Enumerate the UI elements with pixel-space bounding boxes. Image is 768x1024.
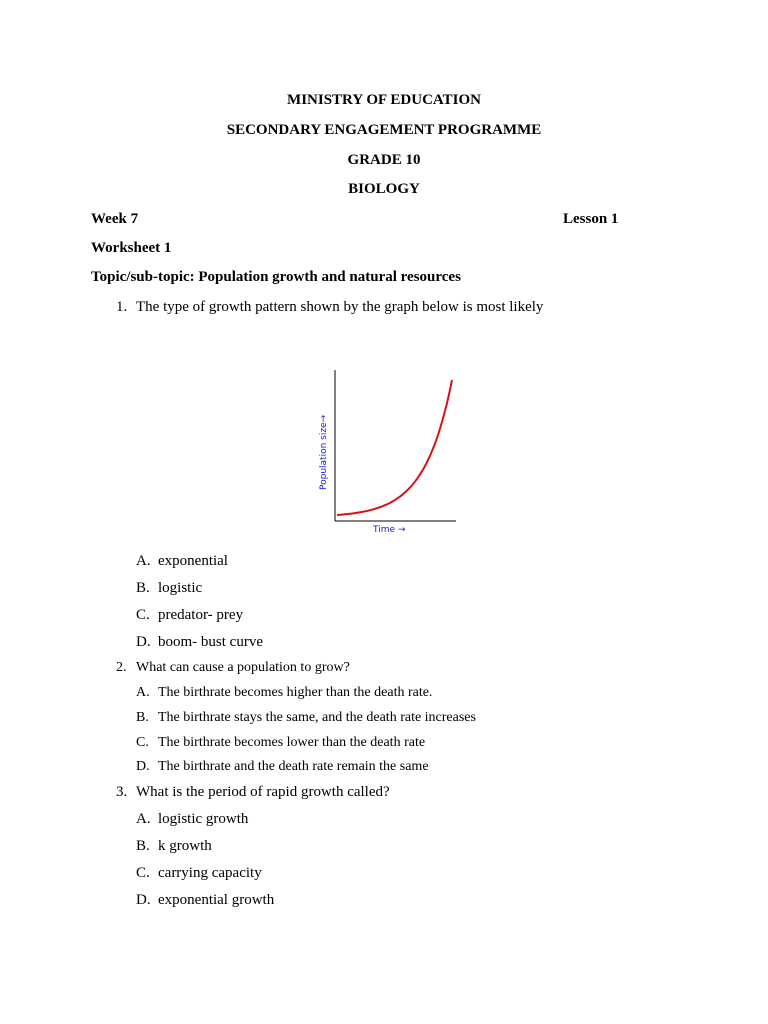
q3-option-c[interactable]: C. carrying capacity xyxy=(136,865,262,881)
question-2 xyxy=(116,660,350,676)
question-1 xyxy=(116,299,543,316)
topic-label: Topic/sub-topic: Population growth and natural resources xyxy=(91,269,461,285)
growth-graph xyxy=(310,360,460,545)
q3-option-a[interactable]: A. logistic growth xyxy=(136,811,249,827)
q3-option-d[interactable]: D. exponential growth xyxy=(136,892,275,908)
q2-option-a[interactable]: A. The birthrate becomes higher than the death rate. xyxy=(136,685,433,700)
grade-heading: GRADE 10 xyxy=(347,152,421,168)
week-label: Week 7 xyxy=(91,211,139,227)
lesson-label: Lesson 1 xyxy=(563,211,619,227)
q1-option-b[interactable]: B. logistic xyxy=(136,580,203,596)
subject-heading: BIOLOGY xyxy=(348,181,420,197)
q3-option-b[interactable]: B. k growth xyxy=(136,838,212,854)
question-number: 2. xyxy=(116,660,127,675)
q1-option-c[interactable]: C. predator- prey xyxy=(136,607,244,623)
question-text: The type of growth pattern shown by the graph below is most likely xyxy=(136,299,544,315)
x-axis-label: Time → xyxy=(373,525,406,535)
programme-heading: SECONDARY ENGAGEMENT PROGRAMME xyxy=(226,122,542,138)
q2-option-b[interactable]: B. The birthrate stays the same, and the death rate increases xyxy=(136,710,476,725)
worksheet-label: Worksheet 1 xyxy=(91,240,172,256)
y-axis-label: Population size→ xyxy=(319,414,329,490)
question-text: What is the period of rapid growth called? xyxy=(136,784,390,800)
q2-option-d[interactable]: D. The birthrate and the death rate remain the same xyxy=(136,759,429,774)
growth-curve xyxy=(337,380,452,515)
q1-option-a[interactable]: A. exponential xyxy=(136,553,228,569)
q2-option-c[interactable]: C. The birthrate becomes lower than the death rate xyxy=(136,735,426,750)
q1-option-d[interactable]: D. boom- bust curve xyxy=(136,634,263,650)
question-number: 3. xyxy=(116,784,128,800)
question-3 xyxy=(116,784,390,801)
question-number: 1. xyxy=(116,299,128,315)
question-text: What can cause a population to grow? xyxy=(136,660,350,675)
ministry-heading: MINISTRY OF EDUCATION xyxy=(287,92,481,108)
